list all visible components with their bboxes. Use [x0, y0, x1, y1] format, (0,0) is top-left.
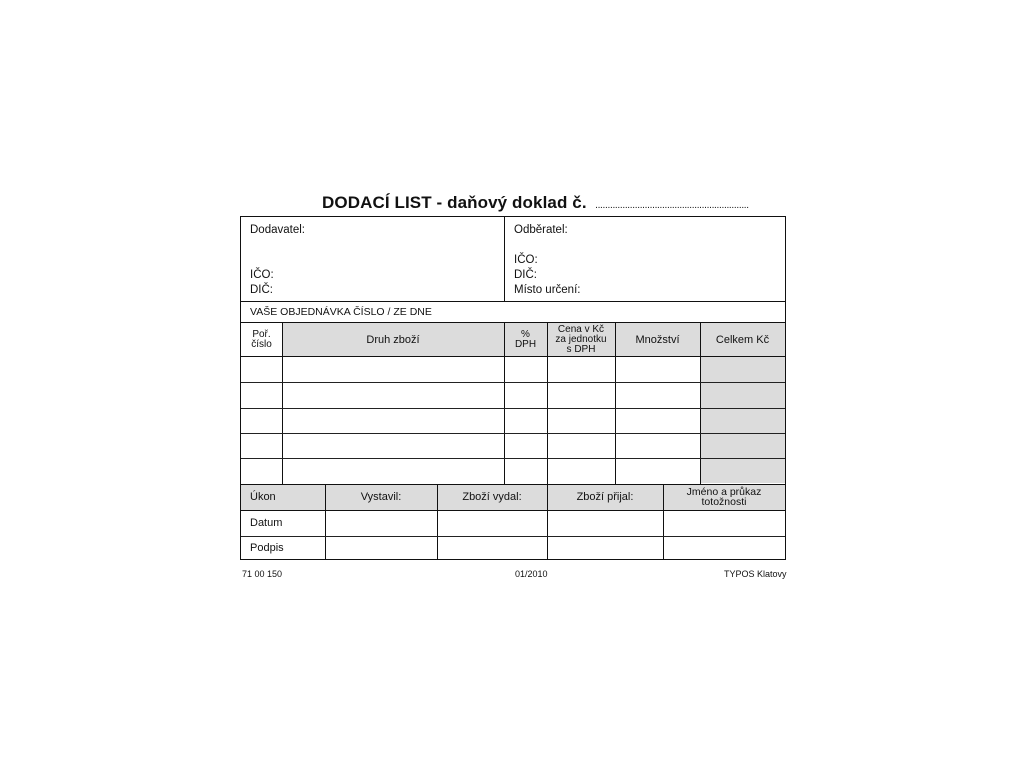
- items-header-goods: Druh zboží: [366, 333, 420, 346]
- form-code: 71 00 150: [242, 569, 283, 579]
- customer-dic-label: DIČ:: [514, 269, 537, 281]
- supplier-ico-label: IČO:: [250, 269, 274, 281]
- sig-header-name-id: Jméno a průkaz totožnosti: [686, 486, 762, 508]
- party-bottom-line: [241, 301, 785, 302]
- form-publisher: TYPOS Klatovy: [724, 569, 787, 579]
- supplier-label: Dodavatel:: [250, 224, 305, 236]
- items-row-line-4: [241, 458, 785, 459]
- sig-header-bottom-line: [241, 510, 785, 511]
- sig-header-goods-issued: Zboží vydal:: [462, 491, 522, 503]
- items-header-order-no: Poř. číslo: [251, 328, 272, 350]
- total-column-shade: [701, 356, 785, 483]
- customer-ico-label: IČO:: [514, 254, 538, 266]
- sig-header-issued-by: Vystavil:: [360, 491, 402, 503]
- form-title-row: [322, 193, 749, 213]
- items-header-total: Celkem Kč: [715, 333, 770, 346]
- customer-destination-label: Místo určení:: [514, 284, 581, 296]
- items-row-line-2: [241, 408, 785, 409]
- order-number-label: VAŠE OBJEDNÁVKA ČÍSLO / ZE DNE: [250, 306, 432, 318]
- items-row-line-3: [241, 433, 785, 434]
- sig-header-goods-received: Zboží přijal:: [576, 491, 634, 503]
- items-header-bottom-line: [241, 356, 785, 357]
- items-header-quantity: Množství: [635, 333, 680, 346]
- items-header-vat: % DPH: [514, 328, 537, 350]
- sig-row-date: Datum: [250, 517, 283, 529]
- customer-label: Odběratel:: [514, 224, 568, 236]
- form-date: 01/2010: [515, 569, 548, 579]
- sig-header-action: Úkon: [250, 491, 276, 503]
- items-row-line-1: [241, 382, 785, 383]
- supplier-dic-label: DIČ:: [250, 284, 273, 296]
- sig-row-line: [241, 536, 785, 537]
- document-number-blank: ..............................................................: [595, 200, 749, 211]
- party-divider: [504, 217, 505, 301]
- items-header-unit-price: Cena v Kč za jednotku s DPH: [555, 323, 607, 355]
- form-title: DODACÍ LIST - daňový doklad č.: [322, 193, 587, 212]
- delivery-note-form: [240, 216, 786, 560]
- sig-row-signature: Podpis: [250, 542, 284, 554]
